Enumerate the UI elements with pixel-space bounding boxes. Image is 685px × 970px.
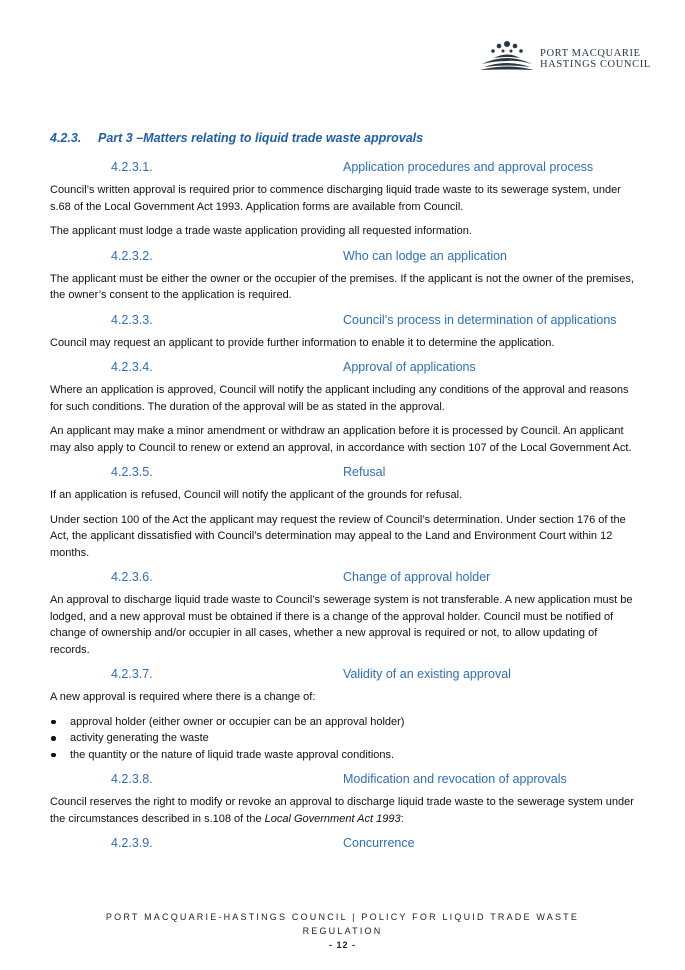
subsection-number: 4.2.3.4.	[111, 360, 153, 374]
footer-line-1: PORT MACQUARIE-HASTINGS COUNCIL | POLICY FOR LIQUID TRADE WASTE	[105, 912, 580, 922]
subsection-number: 4.2.3.7.	[111, 667, 153, 681]
footer-line-2: REGULATION	[302, 926, 383, 936]
subsection-heading	[50, 312, 636, 328]
subsection-heading	[50, 666, 636, 682]
subsection-title: Council’s process in determination of applications	[343, 312, 617, 327]
subsection-heading	[50, 359, 636, 375]
page-number: - 12 -	[328, 940, 356, 950]
subsection-heading	[50, 464, 636, 480]
act-title-italic: Local Government Act 1993	[264, 812, 401, 825]
paragraph: The applicant must be either the owner or the occupier of the premises. If the applicant is not the owner of the premises, the owner’s consent to the application is required.	[50, 272, 634, 301]
document-body	[50, 130, 636, 858]
list-item: activity generating the waste	[50, 730, 636, 747]
subsection-number: 4.2.3.5.	[111, 465, 153, 479]
bullet-list	[50, 714, 636, 764]
section-heading	[50, 130, 636, 146]
subsection-heading	[50, 248, 636, 264]
paragraph: Council may request an applicant to provide further information to enable it to determine the application.	[50, 336, 555, 349]
subsection-number: 4.2.3.6.	[111, 570, 153, 584]
page-footer	[0, 910, 685, 952]
council-logo	[478, 38, 653, 78]
subsection-title: Who can lodge an application	[343, 248, 508, 263]
logo-line-2: HASTINGS COUNCIL	[540, 59, 651, 70]
subsection-heading	[50, 569, 636, 585]
subsection-heading	[50, 835, 636, 851]
paragraph: If an application is refused, Council will notify the applicant of the grounds for refusal.	[50, 489, 463, 501]
paragraph-text: Council reserves the right to modify or revoke an approval to discharge liquid trade waste to the sewerage system under the circumstances described in s.108 of the	[50, 796, 634, 825]
subsection-number: 4.2.3.1.	[111, 160, 153, 174]
subsection-number: 4.2.3.2.	[111, 248, 153, 263]
subsection-title: Modification and revocation of approvals	[343, 772, 567, 786]
paragraph: An approval to discharge liquid trade waste to Council’s sewerage system is not transferable. A new application must be lodged, and a new approval must be obtained if there is a change of the approval holder. Council must be notified of change of ownership and/or occupier in all cases, whether a new approval is required or not, to allow updating of records.	[50, 594, 633, 656]
paragraph: Council’s written approval is required prior to commence discharging liquid trade waste to its sewerage system, under s.68 of the Local Government Act 1993. Application forms are available from Council.	[50, 184, 621, 213]
subsection-title: Refusal	[343, 465, 386, 479]
logo-line-1: PORT MACQUARIE	[540, 48, 641, 59]
paragraph	[50, 794, 636, 827]
subsection-number: 4.2.3.8.	[111, 772, 153, 786]
paragraph: Where an application is approved, Council will notify the applicant including any conditions of the approval and reasons for such conditions. The duration of the approval will be as stated in the approval.	[50, 384, 629, 413]
subsection-number: 4.2.3.9.	[111, 836, 153, 850]
subsection-heading	[50, 771, 636, 787]
section-title: Part 3 –Matters relating to liquid trade waste approvals	[98, 131, 424, 145]
subsection-title: Concurrence	[343, 836, 415, 850]
paragraph-text-end: :	[400, 812, 404, 825]
paragraph: An applicant may make a minor amendment or withdraw an application before it is processed by Council. An applicant may also apply to Council to renew or extend an approval, in accordance with section 107 of the Local Government Act.	[50, 425, 632, 454]
list-item: approval holder (either owner or occupier can be an approval holder)	[50, 714, 636, 731]
subsection-title: Approval of applications	[343, 360, 476, 374]
section-number: 4.2.3.	[50, 131, 82, 145]
council-emblem-icon	[478, 38, 536, 74]
council-logo-text	[540, 48, 651, 70]
subsection-title: Change of approval holder	[343, 570, 491, 584]
paragraph: The applicant must lodge a trade waste application providing all requested information.	[50, 225, 472, 237]
subsection-title: Application procedures and approval process	[343, 160, 594, 174]
subsection-title: Validity of an existing approval	[343, 667, 511, 681]
paragraph: Under section 100 of the Act the applicant may request the review of Council’s determination. Under section 176 of the Act, the applicant dissatisfied with Council’s determination may appeal to the Land and Environment Court within 12 months.	[50, 513, 626, 559]
subsection-number: 4.2.3.3.	[111, 312, 153, 327]
list-item: the quantity or the nature of liquid trade waste approval conditions.	[50, 747, 636, 764]
paragraph: A new approval is required where there is a change of:	[50, 691, 316, 703]
subsection-heading	[50, 159, 636, 175]
